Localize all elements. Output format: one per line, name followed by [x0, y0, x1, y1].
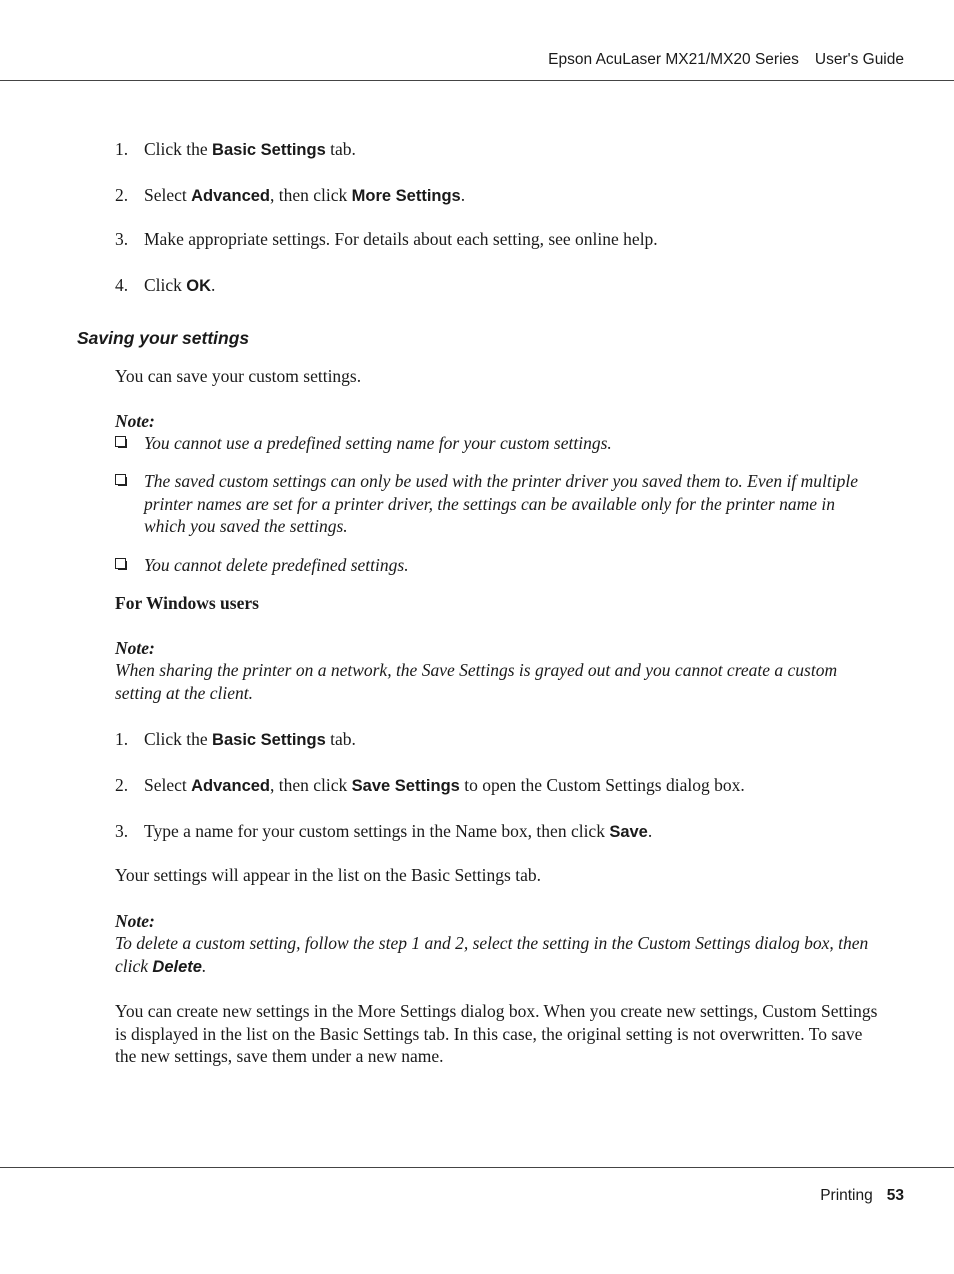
intro-paragraph: You can save your custom settings.: [115, 366, 362, 386]
windows-subheading: For Windows users: [115, 593, 259, 613]
note-bullet: You cannot use a predefined setting name for your custom settings.: [115, 432, 880, 455]
checkbox-bullet-icon: [115, 474, 126, 485]
delete-note-text: To delete a custom setting, follow the step 1 and 2, select the setting in the Custom Settings dialog box, then click Delete.: [115, 933, 869, 976]
checkbox-bullet-icon: [115, 436, 126, 447]
windows-note-text: When sharing the printer on a network, the Save Settings is grayed out and you cannot create a custom setting at the client.: [115, 660, 838, 703]
step-item: 3. Type a name for your custom settings in the Name box, then click Save.: [115, 821, 653, 841]
step-item: 4. Click OK.: [115, 275, 216, 295]
step-item: 3. Make appropriate settings. For details about each setting, see online help.: [115, 229, 658, 249]
step-item: 2. Select Advanced, then click More Settings.: [115, 185, 466, 205]
note-bullet: The saved custom settings can only be used with the printer driver you saved them to. Even if multiple printer names are set for a printer driver, the settings can be available only for the printer name in which you saved the settings.: [115, 470, 880, 538]
final-paragraph: You can create new settings in the More Settings dialog box. When you create new settings, Custom Settings is displayed in the list on the Basic Settings tab. In this case, the original setting is not overwritten. To save the new settings, save them under a new name.: [115, 1001, 878, 1066]
result-paragraph: Your settings will appear in the list on the Basic Settings tab.: [115, 865, 541, 885]
checkbox-bullet-icon: [115, 558, 126, 569]
note-label: Note:: [115, 638, 155, 658]
page-number: 53: [886, 1187, 904, 1204]
note-bullet: You cannot delete predefined settings.: [115, 554, 880, 577]
footer-rule: [0, 1167, 954, 1168]
header-rule: [0, 80, 954, 81]
step-item: 1. Click the Basic Settings tab.: [115, 139, 356, 159]
header-product: Epson AcuLaser MX21/MX20 Series: [548, 51, 799, 68]
page-footer: [820, 1187, 904, 1205]
header-guide: User's Guide: [814, 51, 904, 68]
step-item: 2. Select Advanced, then click Save Settings to open the Custom Settings dialog box.: [115, 775, 745, 795]
note-label: Note:: [115, 911, 155, 931]
footer-section: Printing: [820, 1187, 873, 1204]
note-label: Note:: [115, 411, 155, 431]
page-header: [548, 51, 904, 69]
section-heading: Saving your settings: [77, 328, 250, 348]
step-item: 1. Click the Basic Settings tab.: [115, 729, 356, 749]
